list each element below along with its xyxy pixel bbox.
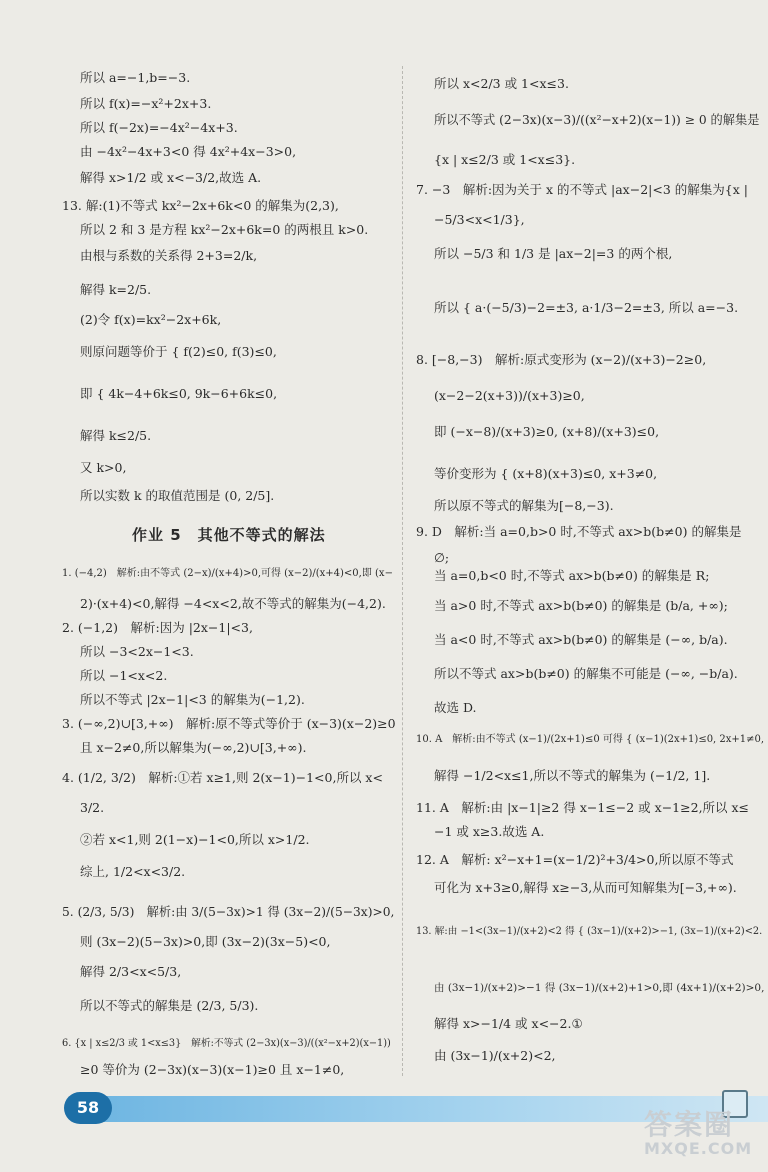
text-line: 所以 −1<x<2. — [80, 668, 168, 683]
text-line: (x−2−2(x+3))/(x+3)≥0, — [434, 388, 585, 403]
problem-7: 7. −3 解析:因为关于 x 的不等式 |ax−2|<3 的解集为{x | — [416, 182, 748, 197]
text-line: {x | x≤2/3 或 1<x≤3}. — [434, 152, 576, 167]
problem-6: 6. {x | x≤2/3 或 1<x≤3} 解析:不等式 (2−3x)(x−3)/((x²−x+2)(x−1)) — [62, 1038, 391, 1049]
problem-12: 12. A 解析: x²−x+1=(x−1/2)²+3/4>0,所以原不等式 — [416, 852, 734, 867]
text-line: 则 (3x−2)(5−3x)>0,即 (3x−2)(3x−5)<0, — [80, 934, 331, 949]
text-line: 所以原不等式的解集为[−8,−3). — [434, 498, 614, 513]
text-line: 由 (3x−1)/(x+2)>−1 得 (3x−1)/(x+2)+1>0,即 (4x+1)/(x+2)>0, — [434, 982, 765, 994]
text-line: 即 { 4k−4+6k≤0, 9k−6+6k≤0, — [80, 386, 278, 401]
text-line: 可化为 x+3≥0,解得 x≥−3,从而可知解集为[−3,+∞). — [434, 880, 737, 895]
section-title: 作业 5 其他不等式的解法 — [132, 526, 326, 544]
text-line: −5/3<x<1/3}, — [434, 212, 525, 227]
column-divider — [402, 66, 403, 1076]
text-line: 所以 a=−1,b=−3. — [80, 70, 191, 85]
text-line: 解得 x>1/2 或 x<−3/2,故选 A. — [80, 170, 262, 185]
text-line: 当 a<0 时,不等式 ax>b(b≠0) 的解集是 (−∞, b/a). — [434, 632, 728, 647]
text-line: 所以 2 和 3 是方程 kx²−2x+6k=0 的两根且 k>0. — [80, 222, 369, 237]
problem-10: 10. A 解析:由不等式 (x−1)/(2x+1)≤0 可得 { (x−1)(2x+1)≤0, 2x+1≠0, — [416, 734, 765, 745]
problem-13: 13. 解:(1)不等式 kx²−2x+6k<0 的解集为(2,3), — [62, 198, 339, 213]
text-line: 由 (3x−1)/(x+2)<2, — [434, 1048, 556, 1063]
text-line: 由 −4x²−4x+3<0 得 4x²+4x−3>0, — [80, 144, 297, 159]
watermark-title: 答案圈 — [644, 1108, 735, 1141]
text-line: 2)·(x+4)<0,解得 −4<x<2,故不等式的解集为(−4,2). — [80, 596, 386, 611]
text-line: 所以实数 k 的取值范围是 (0, 2/5]. — [80, 488, 275, 503]
problem-11: 11. A 解析:由 |x−1|≥2 得 x−1≤−2 或 x−1≥2,所以 x≤ — [416, 800, 750, 815]
text-line: 所以不等式的解集是 (2/3, 5/3). — [80, 998, 259, 1013]
text-line: ②若 x<1,则 2(1−x)−1<0,所以 x>1/2. — [80, 832, 310, 847]
text-line: ∅; — [434, 550, 450, 565]
text-line: 当 a=0,b<0 时,不等式 ax>b(b≠0) 的解集是 R; — [434, 568, 710, 583]
text-line: 所以不等式 (2−3x)(x−3)/((x²−x+2)(x−1)) ≥ 0 的解集是 — [434, 113, 760, 127]
problem-8: 8. [−8,−3) 解析:原式变形为 (x−2)/(x+3)−2≥0, — [416, 352, 707, 367]
problem-1: 1. (−4,2) 解析:由不等式 (2−x)/(x+4)>0,可得 (x−2)/(x+4)<0,即 (x− — [62, 568, 393, 579]
text-line: 所以 { a·(−5/3)−2=±3, a·1/3−2=±3, 所以 a=−3. — [434, 300, 739, 315]
text-line: 由根与系数的关系得 2+3=2/k, — [80, 248, 258, 263]
text-line: 所以 f(x)=−x²+2x+3. — [80, 96, 212, 111]
text-line: 解得 −1/2<x≤1,所以不等式的解集为 (−1/2, 1]. — [434, 768, 711, 783]
text-line: 3/2. — [80, 800, 105, 815]
text-line: 故选 D. — [434, 700, 477, 715]
text-line: 所以 x<2/3 或 1<x≤3. — [434, 76, 569, 91]
text-line: ≥0 等价为 (2−3x)(x−3)(x−1)≥0 且 x−1≠0, — [80, 1062, 345, 1077]
text-line: 所以不等式 |2x−1|<3 的解集为(−1,2). — [80, 692, 305, 707]
problem-9: 9. D 解析:当 a=0,b>0 时,不等式 ax>b(b≠0) 的解集是 — [416, 524, 742, 539]
problem-13: 13. 解:由 −1<(3x−1)/(x+2)<2 得 { (3x−1)/(x+2)>−1, (3x−1)/(x+2)<2. — [416, 926, 763, 937]
text-line: 综上, 1/2<x<3/2. — [80, 864, 186, 879]
text-line: 等价变形为 { (x+8)(x+3)≤0, x+3≠0, — [434, 466, 658, 481]
text-line: 当 a>0 时,不等式 ax>b(b≠0) 的解集是 (b/a, +∞); — [434, 598, 728, 613]
text-line: 解得 k≤2/5. — [80, 428, 152, 443]
text-line: 解得 x>−1/4 或 x<−2.① — [434, 1016, 583, 1031]
problem-4: 4. (1/2, 3/2) 解析:①若 x≥1,则 2(x−1)−1<0,所以 x< — [62, 770, 383, 785]
problem-5: 5. (2/3, 5/3) 解析:由 3/(5−3x)>1 得 (3x−2)/(5−3x)>0, — [62, 905, 395, 919]
watermark-url: MXQE.COM — [644, 1139, 753, 1158]
text-line: 所以 f(−2x)=−4x²−4x+3. — [80, 120, 238, 135]
text-line: 所以 −3<2x−1<3. — [80, 644, 194, 659]
text-line: (2)令 f(x)=kx²−2x+6k, — [80, 312, 222, 327]
text-line: 所以不等式 ax>b(b≠0) 的解集不可能是 (−∞, −b/a). — [434, 666, 738, 681]
text-line: 解得 k=2/5. — [80, 282, 152, 297]
page-number: 58 — [64, 1092, 112, 1124]
text-line: 且 x−2≠0,所以解集为(−∞,2)∪[3,+∞). — [80, 740, 307, 755]
text-line: 则原问题等价于 { f(2)≤0, f(3)≤0, — [80, 344, 277, 359]
text-line: 即 (−x−8)/(x+3)≥0, (x+8)/(x+3)≤0, — [434, 424, 660, 439]
text-line: −1 或 x≥3.故选 A. — [434, 824, 545, 839]
text-line: 解得 2/3<x<5/3, — [80, 964, 182, 979]
watermark — [644, 1110, 764, 1158]
problem-2: 2. (−1,2) 解析:因为 |2x−1|<3, — [62, 620, 253, 635]
text-line: 又 k>0, — [80, 460, 127, 475]
text-line: 所以 −5/3 和 1/3 是 |ax−2|=3 的两个根, — [434, 246, 673, 261]
problem-3: 3. (−∞,2)∪[3,+∞) 解析:原不等式等价于 (x−3)(x−2)≥0 — [62, 716, 396, 731]
